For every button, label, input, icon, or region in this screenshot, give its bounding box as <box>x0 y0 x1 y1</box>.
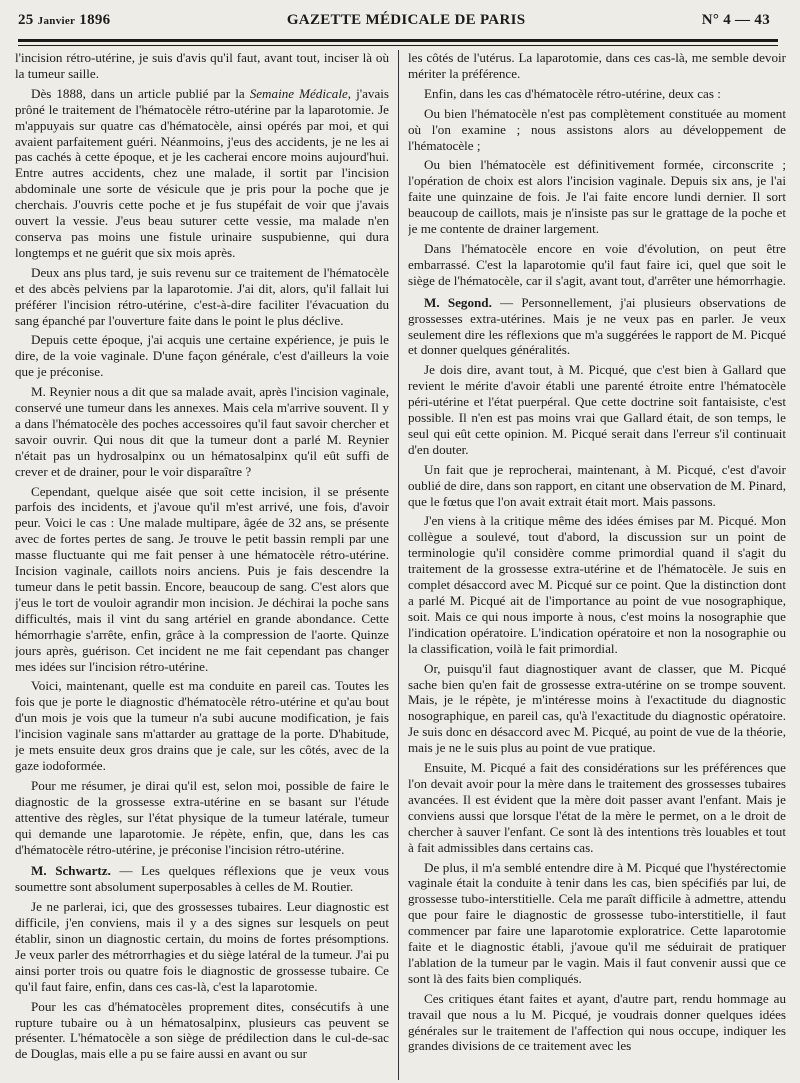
left-column <box>15 50 389 1080</box>
text-run: — Les quelques réflexions que je veux vous soumettre sont absolument superposables à celles de M. Routier. <box>15 863 389 895</box>
header-date-day: 25 <box>18 12 34 28</box>
paragraph <box>408 295 786 359</box>
journal-citation: Semaine Médicale <box>249 85 348 101</box>
paragraph: l'incision rétro-utérine, je suis d'avis qu'il faut, avant tout, inciser là où la tumeur saille. <box>15 50 389 81</box>
header-rule-thin <box>18 45 778 46</box>
paragraph: Depuis cette époque, j'ai acquis une certaine expérience, je puis le dire, de la voie vaginale. D'une façon générale, c'est d'ailleurs la voie que je préconise. <box>15 332 389 380</box>
right-column <box>408 50 786 1080</box>
header-date-year: 1896 <box>79 12 111 28</box>
paragraph: Or, puisqu'il faut diagnostiquer avant de classer, que M. Picqué sache bien qu'en fait de grossesse extra-utérine on se trompe souvent. Mais, je le répète, je m'intéresse moins à l'exactitude du diagnostic nosographique, en pareil cas, qu'à l'exactitude du diagnostic opératoire. Je suis donc en désaccord avec M. Picqué, au point de vue de la théorie, mais je ne le suis plus au point de vue pratique. <box>408 660 786 756</box>
paragraph: Je dois dire, avant tout, à M. Picqué, que c'est bien à Gallard que revient le mérite d'avoir établi une parenté étroite entre l'hématocèle péri-utérine et l'état puerpéral. Que cette doctrine soit fantaisiste, c'est possible. Il n'en est pas moins vrai que Gallard était, de son temps, le seul qui eût cette opinion. M. Picqué serait dans l'erreur s'il continuait d'en douter. <box>408 362 786 457</box>
issue-page-number: N° 4 — 43 <box>701 12 770 28</box>
paragraph: De plus, il m'a semblé entendre dire à M. Picqué que l'hystérectomie vaginale était la conduite à tenir dans les cas, bien spécifiés par lui, de grossesse tubo-interstitielle. Cela me paraît difficile à admettre, attendu que pour faire le diagnostic de grossesse tubo-interstitielle, il faut commencer par faire une laparotomie exploratrice. Cette laparotomie faite et le diagnostic établi, j'avoue qu'il me séduirait de pratiquer l'ablation de la tumeur par le vagin. Mais il faut convenir aussi que ce sont là des faits bien compliqués. <box>408 859 786 986</box>
text-run: , j'avais prôné le traitement de l'hématocèle rétro-utérine par la laparotomie. Je m'appuyais sur quatre cas d'hématocèle, ainsi opérés par moi, et qui avaient parfaitement guéri. Néanmoins, j'eus des accidents, je ne les ai pas cachés à cette époque, et je les cacherai encore moins aujourd'hui. Entre autres accidents, chez une malade, il sortit par l'incision abdominale une sorte de vésicule que je pris pour la poche que je cherchais. J'ouvris cette poche et je fus stupéfait de voir que j'avais ouvert la vessie. J'eus beau suturer cette vessie, ma malade n'en conserva pas moins une fistule urinaire suspubienne, qui dura longtemps et ne guérit que six mois après. <box>15 85 389 260</box>
paragraph: Cependant, quelque aisée que soit cette incision, il se présente parfois des incidents, et j'avoue qu'il m'est arrivé, une fois, d'avoir peur. Voici le cas : Une malade multipare, âgée de 32 ans, se présente avec de fortes pertes de sang. Je trouve le petit bassin rempli par une masse fluctuante qui me fait penser à une hématocèle rétro-utérine. Incision vaginale, caillots noirs anciens. Puis je fais descendre la tumeur dans le petit bassin. Encore, beaucoup de sang. C'est alors que j'eus le tort de vouloir agrandir mon incision. Je déchirai la poche sans difficultés, mais il vint du sang artériel en grande abondance. Cette hémorrhagie s'arrête, enfin, grâce à la compression de l'aorte. Quinze jours après, guérison. Cet incident ne me fait cependant pas changer mes idées sur l'incision rétro-utérine. <box>15 483 389 674</box>
header-rule-thick <box>18 39 778 42</box>
paragraph: J'en viens à la critique même des idées émises par M. Picqué. Mon collègue a soulevé, tout d'abord, la discussion sur un point de terminologie qu'il considère comme primordial quand il s'agit du traitement de la grossesse extra-utérine et de l'hématocèle. Je suis en complet désaccord avec M. Picqué sur ce point. Que la distinction dont a parlé M. Picqué ait de l'importance au point de vue nosographique, soit. Mais ce qui nous importe à nous, c'est moins la nosographie que l'indication opératoire. L'indication opératoire et non la nosographie ou la classification, voilà le fait primordial. <box>408 513 786 656</box>
text-run: Dès 1888, dans un article publié par la <box>31 85 250 101</box>
paragraph: Voici, maintenant, quelle est ma conduite en pareil cas. Toutes les fois que je porte le diagnostic d'hématocèle rétro-utérine et qu'au bout d'un mois je vois que la tumeur n'a subi aucune modification, je fais l'incision vaginale sans m'attarder au grattage de la porte. D'habitude, je mets ensuite deux gros drains que je cale, sur les côtés, avec de la gaze iodoformée. <box>15 678 389 773</box>
paragraph: Un fait que je reprocherai, maintenant, à M. Picqué, c'est d'avoir oublié de dire, dans son rapport, en citant une observation de M. Pinard, que le fœtus que l'on avait extrait était mort. Mais passons. <box>408 461 786 509</box>
speaker-name: M. Segond. <box>424 294 492 310</box>
paragraph: Ou bien l'hématocèle est définitivement formée, circonscrite ; l'opération de choix est alors l'incision vaginale. Depuis six ans, je l'ai faite une quinzaine de fois. Je l'ai faite encore lundi dernier. Il sort beaucoup de caillots, mais je n'insiste pas sur le grattage de la poche et je me contente de drainer largement. <box>408 157 786 237</box>
paragraph: M. Reynier nous a dit que sa malade avait, après l'incision vaginale, conservé une tumeur dans les annexes. Mais cela m'arrive souvent. Il y a dans l'hématocèle des poches accessoires qu'il faut savoir chercher et savoir ouvrir. Qui nous dit que la tumeur dont a parlé M. Reynier n'était pas un hydrosalpinx ou un hématosalpinx qu'il eût suffi de crever et de drainer, pour le voir disparaître ? <box>15 384 389 479</box>
journal-title: GAZETTE MÉDICALE DE PARIS <box>286 12 526 28</box>
paragraph: Dans l'hématocèle encore en voie d'évolution, on peut être embarrassé. C'est la laparotomie qu'il faut faire ici, quel que soit le siège de l'hématocèle, car il s'agit, avant tout, d'arrêter une hémorrhagie. <box>408 240 786 288</box>
speaker-name: M. Schwartz. <box>31 863 111 879</box>
paragraph: Ensuite, M. Picqué a fait des considérations sur les préférences que l'on devait avoir pour la mère dans le traitement des grossesses tubaires avancées. Il est évident que la mère doit passer avant l'enfant. Mais je conviens aussi que lorsque l'état de la mère le permet, on a le droit de chercher à sauver l'enfant. Ce sont là des intentions très louables et tout à fait admissibles dans certains cas. <box>408 760 786 855</box>
text-run: — Personnellement, j'ai plusieurs observations de grossesses extra-utérines. Mais je ne veux pas en parler. Je veux seulement dire les réflexions que m'a suggérées le rapport de M. Picqué et donner quelques généralités. <box>408 294 786 358</box>
paragraph: Ces critiques étant faites et ayant, d'autre part, rendu hommage au travail que nous a lu M. Picqué, je voudrais donner quelques idées générales sur le traitement de l'affection qui nous occupe, indiquer les grandes divisions de ce traitement avec les <box>408 990 786 1054</box>
paragraph: Deux ans plus tard, je suis revenu sur ce traitement de l'hématocèle et des abcès pelviens par la laparotomie. J'ai dit, alors, qu'il fallait lui préférer l'incision rétro-utérine, c'est-à-dire faciliter l'évacuation du sang épanché par l'ouverture faite dans le point le plus déclive. <box>15 264 389 328</box>
paragraph: Je ne parlerai, ici, que des grossesses tubaires. Leur diagnostic est difficile, j'en conviens, mais il y a des signes sur lesquels on peut établir, sinon un diagnostic certain, du moins de fortes présomptions. Je veux parler des métrorrhagies et du siège latéral de la tumeur. J'ai pu ainsi porter trois ou quatre fois le diagnostic de grossesse tubaire. Ce qu'il faut faire, enfin, dans ces cas-là, c'est la laparotomie. <box>15 899 389 994</box>
paragraph: Pour me résumer, je dirai qu'il est, selon moi, possible de faire le diagnostic de la grossesse extra-utérine en se basant sur l'étude attentive des règles, sur l'état physique de la tumeur latérale, tumeur qui demande une laparotomie. Je répète, enfin, que, dans les cas d'hématocèle rétro-utérine, je préconise l'incision rétro-utérine. <box>15 777 389 857</box>
paragraph: Ou bien l'hématocèle n'est pas complètement constituée au moment où l'on examine ; nous assistons alors au développement de l'hématocèle ; <box>408 105 786 153</box>
paragraph <box>15 863 389 895</box>
column-divider <box>398 50 399 1080</box>
header-date-month: Janvier <box>37 15 76 27</box>
running-header <box>18 12 770 32</box>
paragraph: les côtés de l'utérus. La laparotomie, dans ces cas-là, me semble devoir mériter la préférence. <box>408 50 786 81</box>
paragraph <box>15 86 389 261</box>
header-date <box>18 12 110 29</box>
paragraph: Enfin, dans les cas d'hématocèle rétro-utérine, deux cas : <box>424 85 721 101</box>
paragraph: Pour les cas d'hématocèles proprement dites, consécutifs à une rupture tubaire ou à un hématosalpinx, plusieurs cas peuvent se présenter. L'hématocèle a son siège de prédilection dans le cul-de-sac de Douglas, mais elle a pu se faire aussi en avant ou sur <box>15 998 389 1062</box>
